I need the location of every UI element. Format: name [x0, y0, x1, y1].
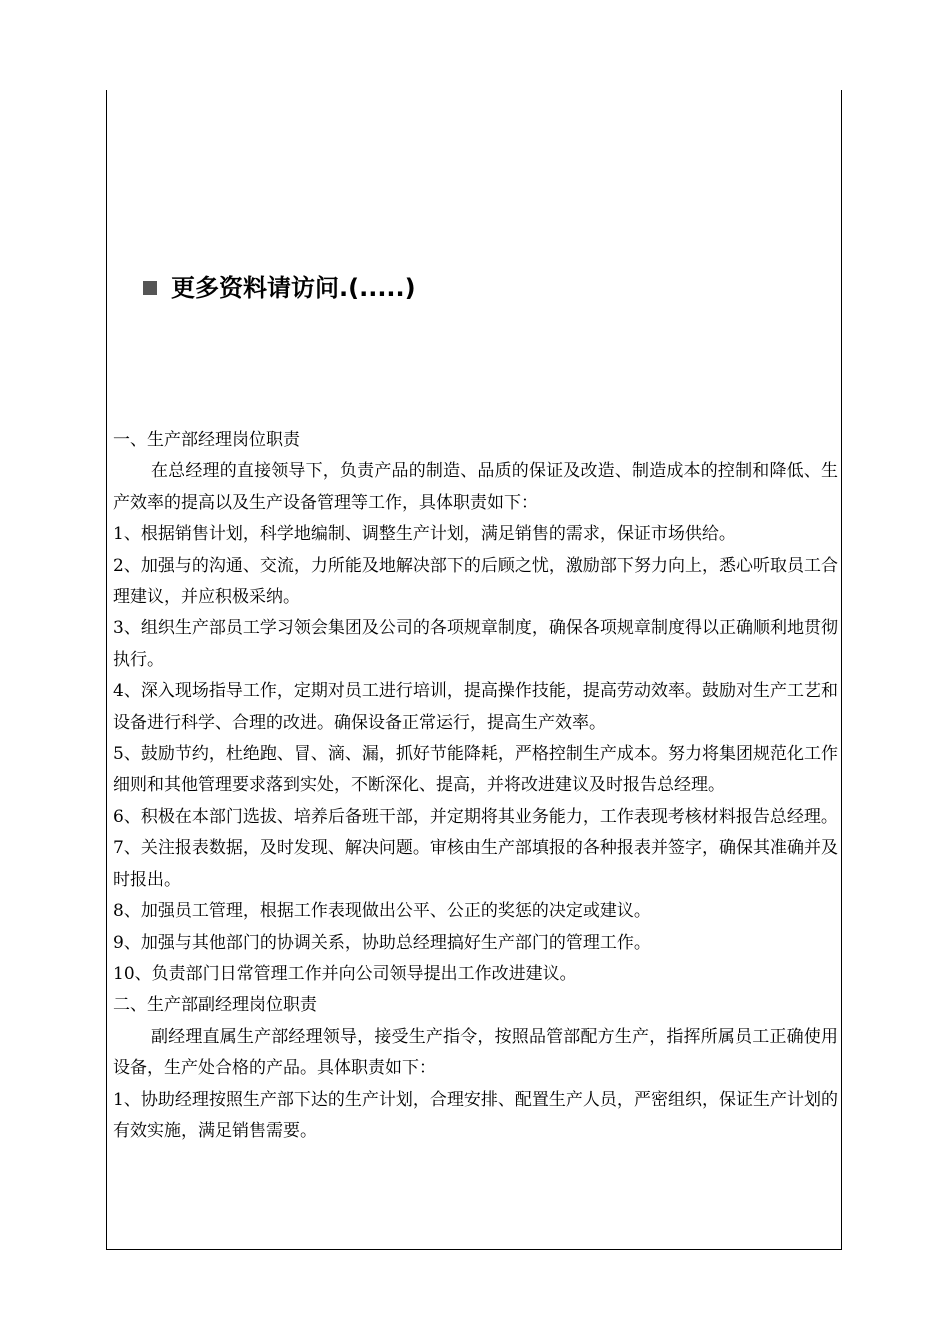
duty-item: 4、深入现场指导工作，定期对员工进行培训，提高操作技能，提高劳动效率。鼓励对生产工艺和设备进行科学、合理的改进。确保设备正常运行，提高生产效率。	[113, 681, 838, 733]
duty-item: 1、协助经理按照生产部下达的生产计划，合理安排、配置生产人员，严密组织，保证生产计划的有效实施，满足销售需要。	[113, 1089, 838, 1141]
duty-item: 7、关注报表数据，及时发现、解决问题。审核由生产部填报的各种报表并签字，确保其准确并及时报出。	[113, 838, 838, 890]
duty-item: 2、加强与的沟通、交流，力所能及地解决部下的后顾之忧，激励部下努力向上，悉心听取员工合理建议，并应积极采纳。	[113, 555, 838, 608]
section-intro: 在总经理的直接领导下，负责产品的制造、品质的保证及改造、制造成本的控制和降低、生产效率的提高以及生产设备管理等工作，具体职责如下：	[113, 461, 838, 513]
section-heading: 二、生产部副经理岗位职责	[113, 995, 317, 1016]
duty-item: 9、加强与其他部门的协调关系，协助总经理搞好生产部门的管理工作。	[113, 932, 651, 953]
square-bullet-icon	[143, 281, 157, 295]
duty-item: 1、根据销售计划，科学地编制、调整生产计划，满足销售的需求，保证市场供给。	[113, 524, 736, 545]
duty-item: 8、加强员工管理，根据工作表现做出公平、公正的奖惩的决定或建议。	[113, 901, 651, 922]
duty-item: 5、鼓励节约，杜绝跑、冒、滴、漏，抓好节能降耗，严格控制生产成本。努力将集团规范化工作细则和其他管理要求落到实处，不断深化、提高，并将改进建议及时报告总经理。	[113, 744, 838, 796]
resource-banner	[143, 272, 416, 304]
section-intro: 副经理直属生产部经理领导，接受生产指令，按照品管部配方生产，指挥所属员工正确使用设备，生产处合格的产品。具体职责如下：	[113, 1026, 838, 1079]
document-body	[113, 425, 838, 1147]
section-heading: 一、生产部经理岗位职责	[113, 430, 300, 450]
banner-text: 更多资料请访问.(.....)	[171, 274, 416, 302]
duty-item: 6、积极在本部门选拔、培养后备班干部，并定期将其业务能力，工作表现考核材料报告总经理。	[113, 806, 838, 827]
duty-item: 3、组织生产部员工学习领会集团及公司的各项规章制度，确保各项规章制度得以正确顺利地贯彻执行。	[113, 618, 838, 670]
duty-item: 10、负责部门日常管理工作并向公司领导提出工作改进建议。	[113, 963, 577, 984]
